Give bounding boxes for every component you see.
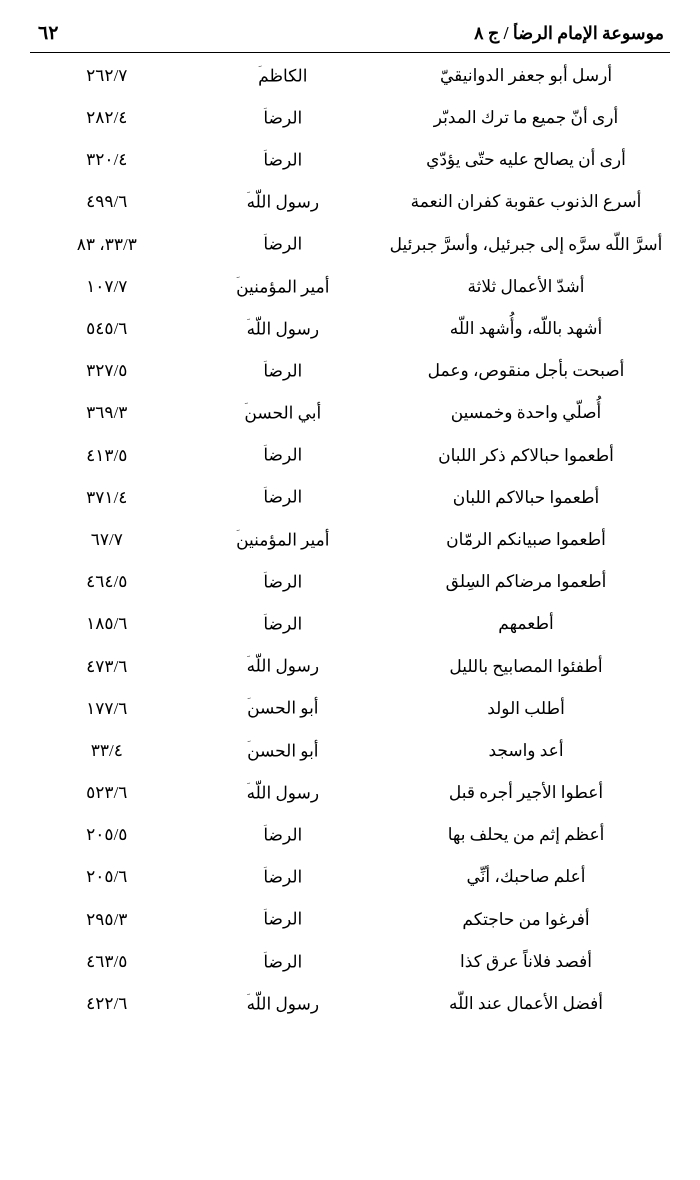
hadith-index-table	[30, 55, 670, 1025]
reference-cell	[30, 266, 184, 308]
table-row	[30, 55, 670, 97]
narrator-name: رسول اللّه	[246, 319, 320, 339]
table-row	[30, 224, 670, 266]
reference-number: ٢٠٥/٦	[86, 867, 128, 887]
reference-cell	[30, 435, 184, 477]
reference-cell	[30, 393, 184, 435]
reference-cell	[30, 857, 184, 899]
narrator-cell	[184, 730, 382, 772]
table-row	[30, 561, 670, 603]
narrator-name: أبو الحسن	[247, 699, 319, 719]
narrator-name: رسول اللّه	[246, 656, 320, 676]
reference-number: ٤٧٣/٦	[86, 656, 128, 676]
narrator-name: الرضا	[263, 108, 303, 128]
hadith-text-cell: أطعمهم	[498, 614, 554, 634]
reference-cell	[30, 730, 184, 772]
reference-number: ٥٢٣/٦	[86, 783, 128, 803]
reference-cell	[30, 350, 184, 392]
narrator-cell	[184, 55, 382, 97]
hadith-text-cell: أشهد باللّه، وأُشهد اللّه	[449, 319, 603, 339]
hadith-text-cell: أشدّ الأعمال ثلاثة	[467, 276, 585, 296]
reference-cell	[30, 814, 184, 856]
table-row	[30, 603, 670, 645]
hadith-text-cell: أعطوا الأجير أجره قبل	[448, 783, 604, 803]
narrator-cell	[184, 646, 382, 688]
reference-number: ٤٦٣/٥	[86, 951, 128, 971]
reference-cell	[30, 477, 184, 519]
hadith-text-cell: أرسل أبو جعفر الدوانيقيّ	[439, 65, 613, 85]
table-row	[30, 857, 670, 899]
reference-number: ٤٩٩/٦	[86, 192, 128, 212]
narrator-name: الرضا	[263, 150, 303, 170]
narrator-cell	[184, 266, 382, 308]
table-row	[30, 814, 670, 856]
narrator-name: الرضا	[263, 361, 303, 381]
hadith-text-cell: أصبحت بأجل منقوص، وعمل	[427, 361, 625, 381]
narrator-cell	[184, 435, 382, 477]
reference-cell	[30, 646, 184, 688]
reference-number: ٢٩٥/٣	[86, 909, 128, 929]
hadith-text-cell: أطلب الولد	[487, 698, 565, 718]
table-row	[30, 941, 670, 983]
reference-cell	[30, 97, 184, 139]
table-row	[30, 139, 670, 181]
reference-number: ٤٦٤/٥	[86, 572, 128, 592]
narrator-cell	[184, 519, 382, 561]
narrator-name: الرضا	[263, 825, 303, 845]
table-row	[30, 477, 670, 519]
hadith-text-cell: أطفئوا المصابيح بالليل	[449, 656, 603, 676]
hadith-text-cell: أفرغوا من حاجتكم	[462, 909, 590, 929]
reference-number: ٣٧١/٤	[86, 487, 128, 507]
narrator-cell	[184, 941, 382, 983]
reference-cell	[30, 308, 184, 350]
narrator-name: رسول اللّه	[246, 994, 320, 1014]
narrator-cell	[184, 139, 382, 181]
table-row	[30, 772, 670, 814]
hadith-text-cell: أسرع الذنوب عقوبة كفران النعمة	[410, 192, 642, 212]
page-title-volume: / ج ٨	[474, 23, 509, 43]
narrator-cell	[184, 350, 382, 392]
narrator-cell	[184, 603, 382, 645]
reference-cell	[30, 941, 184, 983]
narrator-cell	[184, 814, 382, 856]
table-row	[30, 266, 670, 308]
narrator-cell	[184, 983, 382, 1025]
reference-cell	[30, 561, 184, 603]
reference-number: ٣٣/٣، ٨٣	[76, 234, 137, 254]
narrator-cell	[184, 772, 382, 814]
table-row	[30, 519, 670, 561]
table-row	[30, 646, 670, 688]
hadith-text-cell: أعلم صاحبك، أنِّي	[466, 867, 586, 887]
narrator-cell	[184, 97, 382, 139]
narrator-cell	[184, 688, 382, 730]
hadith-text-cell: أفضل الأعمال عند اللّه	[449, 994, 603, 1014]
hadith-text-cell: أعظم إثم من يحلف بها	[447, 825, 605, 845]
reference-number: ٥٤٥/٦	[86, 319, 128, 339]
reference-cell	[30, 983, 184, 1025]
table-row	[30, 393, 670, 435]
narrator-cell	[184, 224, 382, 266]
reference-cell	[30, 139, 184, 181]
hadith-text-cell: أعد واسجد	[488, 740, 564, 760]
reference-number: ٤٢٢/٦	[86, 994, 128, 1014]
narrator-name: الرضا	[263, 572, 303, 592]
hadith-text-cell: أُصلّي واحدة وخمسين	[450, 403, 602, 423]
reference-number: ٣٢٧/٥	[86, 361, 128, 381]
reference-number: ١٧٧/٦	[86, 698, 128, 718]
narrator-name: أمير المؤمنين	[236, 277, 330, 297]
table-row	[30, 688, 670, 730]
table-body	[30, 55, 670, 1025]
narrator-name: الكاظم	[258, 66, 308, 86]
reference-number: ٣٢٠/٤	[86, 150, 128, 170]
narrator-name: الرضا	[263, 867, 303, 887]
hadith-text-cell: أفصد فلاناً عرق كذا	[460, 951, 592, 971]
hadith-text-cell: أطعموا صبيانكم الرمّان	[446, 529, 606, 549]
table-row	[30, 97, 670, 139]
table-row	[30, 983, 670, 1025]
narrator-name: أبو الحسن	[247, 741, 319, 761]
reference-number: ١٠٧/٧	[86, 276, 128, 296]
reference-cell	[30, 519, 184, 561]
reference-number: ٤١٣/٥	[86, 445, 128, 465]
hadith-text-cell: أطعموا حبالاكم ذكر اللبان	[438, 445, 614, 465]
narrator-cell	[184, 561, 382, 603]
reference-number: ٢٨٢/٤	[86, 108, 128, 128]
narrator-name: الرضا	[263, 614, 303, 634]
page-title	[474, 22, 664, 44]
reference-cell	[30, 224, 184, 266]
table-row	[30, 899, 670, 941]
table-row	[30, 308, 670, 350]
narrator-cell	[184, 857, 382, 899]
reference-cell	[30, 55, 184, 97]
table-row	[30, 350, 670, 392]
narrator-name: الرضا	[263, 234, 303, 254]
narrator-name: أمير المؤمنين	[236, 530, 330, 550]
reference-number: ٦٧/٧	[90, 529, 123, 549]
reference-number: ٢٠٥/٥	[86, 825, 128, 845]
reference-cell	[30, 772, 184, 814]
narrator-cell	[184, 477, 382, 519]
reference-cell	[30, 899, 184, 941]
reference-number: ٣٣/٤	[90, 740, 123, 760]
reference-number: ٢٦٢/٧	[86, 65, 128, 85]
page-header	[30, 22, 670, 45]
header-divider	[30, 52, 670, 53]
hadith-text-cell: أطعموا مرضاكم السِلق	[445, 572, 607, 592]
table-row	[30, 182, 670, 224]
narrator-cell	[184, 393, 382, 435]
narrator-name: أبي الحسن	[244, 403, 322, 423]
narrator-name: الرضا	[263, 952, 303, 972]
page-number: ٦٢	[38, 23, 59, 44]
hadith-text-cell: أرى أنّ جميع ما ترك المدبّر	[433, 108, 619, 128]
hadith-text-cell: أرى أن يصالح عليه حتّى يؤدّي	[426, 150, 626, 170]
hadith-text-cell: أسرَّ اللّه سرَّه إلى جبرئيل، وأسرَّ جبرئيل	[389, 234, 663, 254]
hadith-text-cell: أطعموا حبالاكم اللبان	[452, 487, 600, 507]
reference-cell	[30, 688, 184, 730]
reference-cell	[30, 182, 184, 224]
table-row	[30, 730, 670, 772]
narrator-name: رسول اللّه	[246, 783, 320, 803]
narrator-name: الرضا	[263, 445, 303, 465]
table-row	[30, 435, 670, 477]
narrator-cell	[184, 899, 382, 941]
reference-number: ١٨٥/٦	[86, 614, 128, 634]
narrator-name: الرضا	[263, 909, 303, 929]
narrator-name: الرضا	[263, 488, 303, 508]
narrator-cell	[184, 182, 382, 224]
reference-number: ٣٦٩/٣	[86, 403, 128, 423]
narrator-cell	[184, 308, 382, 350]
reference-cell	[30, 603, 184, 645]
page-title-text: موسوعة الإمام الرضا	[512, 23, 664, 43]
narrator-name: رسول اللّه	[246, 192, 320, 212]
